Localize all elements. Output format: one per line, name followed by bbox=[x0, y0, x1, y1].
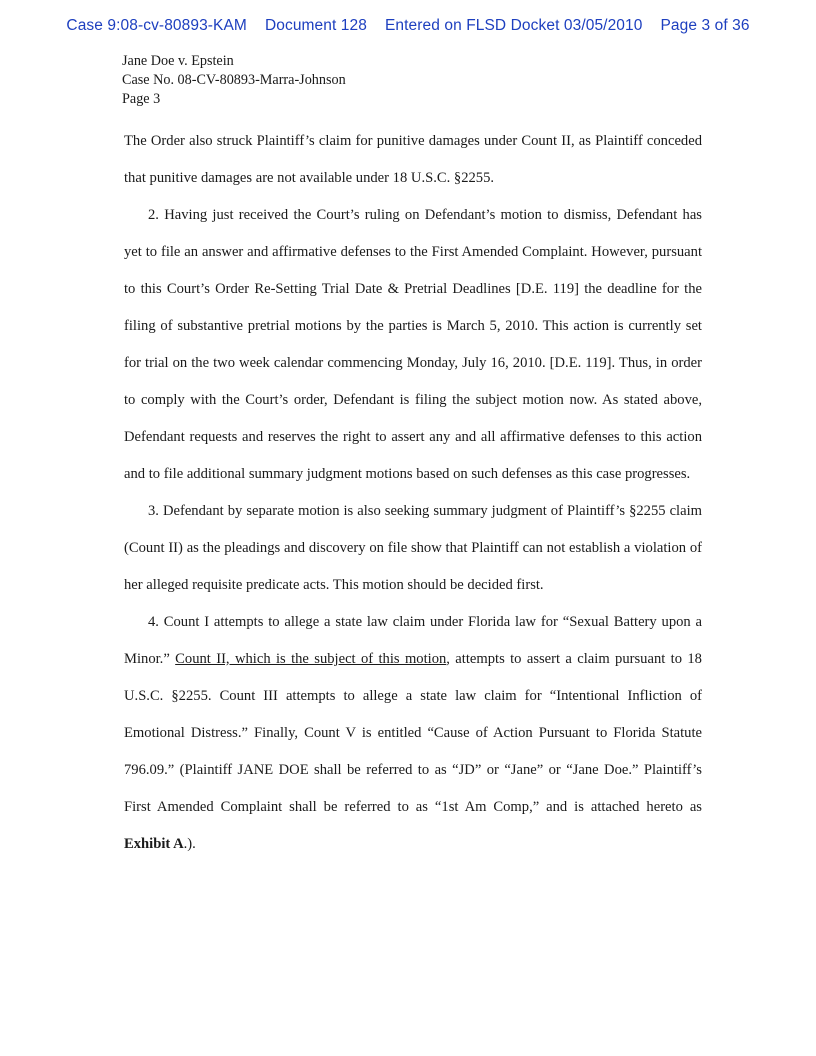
case-caption: Jane Doe v. Epstein bbox=[122, 53, 234, 69]
docket-document-number: Document 128 bbox=[264, 17, 367, 34]
paragraph-continuation: The Order also struck Plaintiff’s claim for punitive damages under Count II, as Plaintiff conceded that punitive damages are not available under 18 U.S.C. §2255. bbox=[124, 133, 702, 186]
page-label: Page 3 bbox=[122, 91, 161, 107]
paragraph-2: 2. Having just received the Court’s ruling on Defendant’s motion to dismiss, Defendant has yet to file an answer and affirmative defenses to the First Amended Complaint. However, pursuant to this Court’s Order Re-Setting Trial Date & Pretrial Deadlines [D.E. 119] the deadline for the filing of substantive pretrial motions by the parties is March 5, 2010. This action is currently set for trial on the two week calendar commencing Monday, July 16, 2010. [D.E. 119]. Thus, in order to comply with the Court’s order, Defendant is filing the subject motion now. As stated above, Defendant requests and reserves the right to assert any and all affirmative defenses to this action and to file additional summary judgment motions based on such defenses as this case progresses. bbox=[124, 207, 702, 482]
case-number: Case No. 08-CV-80893-Marra-Johnson bbox=[122, 72, 346, 88]
docket-page-count: Page 3 of 36 bbox=[660, 17, 750, 34]
docket-stamp bbox=[0, 17, 816, 35]
document-body bbox=[124, 123, 702, 863]
paragraph-4-intro: 4. Count I attempts to allege a state law claim under Florida law for “Sexual Battery upon a Minor.” bbox=[124, 614, 702, 667]
docket-entered-date: Entered on FLSD Docket 03/05/2010 bbox=[384, 17, 643, 34]
paragraph-4-end: .). bbox=[183, 836, 196, 852]
exhibit-reference: Exhibit A bbox=[124, 836, 184, 852]
docket-case-number: Case 9:08-cv-80893-KAM bbox=[66, 17, 247, 34]
underlined-phrase: Count II, which is the subject of this motion bbox=[175, 651, 447, 667]
page-header bbox=[122, 52, 346, 109]
paragraph-3: 3. Defendant by separate motion is also seeking summary judgment of Plaintiff’s §2255 claim (Count II) as the pleadings and discovery on file show that Plaintiff can not establish a violation of her alleged requisite predicate acts. This motion should be decided first. bbox=[124, 503, 702, 593]
paragraph-4-text: , attempts to assert a claim pursuant to 18 U.S.C. §2255. Count III attempts to allege a state law claim for “Intentional Infliction of Emotional Distress.” Finally, Count V is entitled “Cause of Action Pursuant to Florida Statute 796.09.” (Plaintiff JANE DOE shall be referred to as “JD” or “Jane” or “Jane Doe.” Plaintiff’s First Amended Complaint shall be referred to as “1st Am Comp,” and is attached hereto as bbox=[124, 651, 702, 815]
paragraph-4 bbox=[124, 604, 702, 863]
